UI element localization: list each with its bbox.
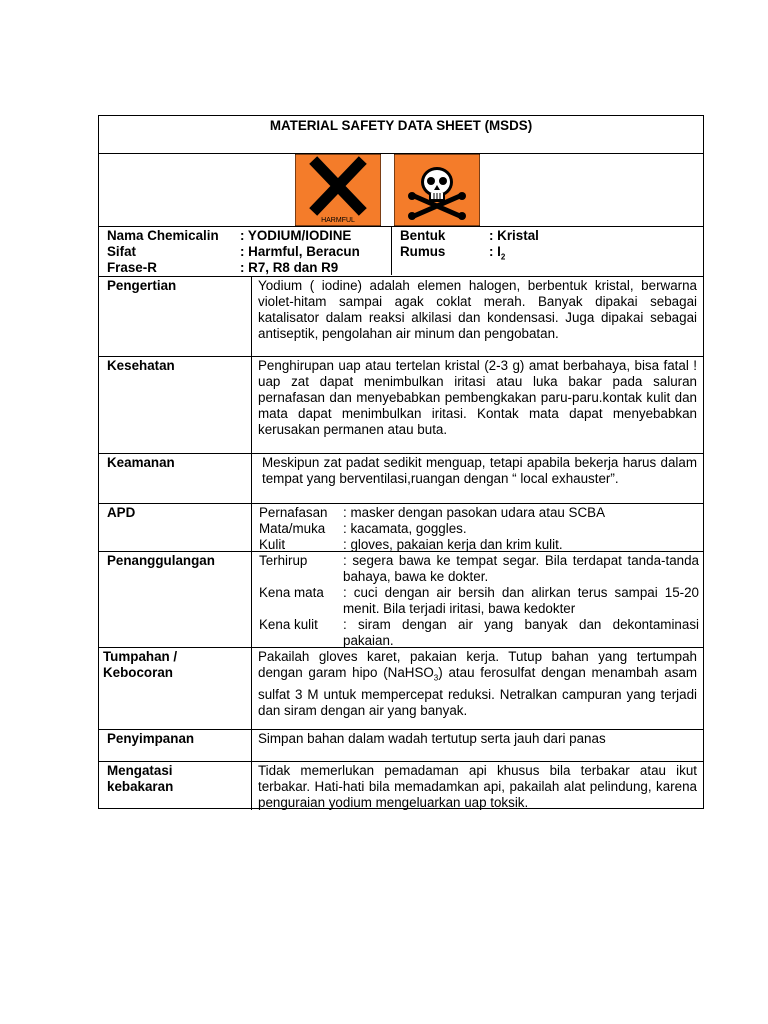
- identity-divider: [391, 227, 392, 275]
- apd-key-pernafasan: Pernafasan: [259, 505, 328, 520]
- identity-row: [99, 226, 703, 276]
- bentuk-label: Bentuk: [400, 228, 446, 243]
- apd-row: [99, 503, 703, 551]
- pengertian-text: Yodium ( iodine) adalah elemen halogen, berbentuk kristal, berwarna violet-hitam sampai agak coklat merah. Banyak dipakai sebagai katalisator dalam reaksi alkilasi dan kondensasi. Juga dipakai sebagai antiseptik, pengolahan air minum dan pengobatan.: [258, 278, 697, 341]
- kesehatan-row: [99, 356, 703, 453]
- apd-list: [259, 505, 699, 551]
- tumpahan-text: Pakailah gloves karet, pakaian kerja. Tutup bahan yang tertumpah dengan garam hipo (NaHSO$_3$) atau ferosulfat dengan menambah asam sulfat 3 M untuk mempercepat reduksi. Netralkan campuran yang terjadi dan siram dengan air yang banyak.: [258, 649, 697, 718]
- title-row: [99, 116, 703, 153]
- skull-crossbones-icon: [394, 154, 480, 226]
- kesehatan-text: Penghirupan uap atau tertelan kristal (2-3 g) amat berbahaya, bisa fatal ! uap zat dapat menimbulkan iritasi atau luka bakar pada saluran pernafasan dan menyebabkan pembengkakan paru-paru.kontak kulit dan mata dapat menimbulkan iritasi. Kontak mata dapat menyebabkan kerusakan permanen atau buta.: [258, 358, 697, 437]
- keamanan-row: [99, 453, 703, 503]
- keamanan-label: Keamanan: [99, 454, 252, 503]
- name-value: : YODIUM/IODINE: [240, 228, 352, 243]
- penanggulangan-key-terhirup: Terhirup: [259, 553, 308, 568]
- frase-value: : R7, R8 dan R9: [240, 260, 339, 275]
- keamanan-text: Meskipun zat padat sedikit menguap, tetapi apabila bekerja harus dalam tempat yang berventilasi,ruangan dengan “ local exhauster”.: [262, 455, 697, 486]
- pengertian-label: Pengertian: [99, 277, 252, 356]
- bentuk-value: : Kristal: [489, 228, 539, 243]
- tumpahan-label: Tumpahan / Kebocoran: [99, 648, 252, 729]
- name-label: Nama Chemicalin: [107, 228, 219, 243]
- frase-label: Frase-R: [107, 260, 157, 275]
- penanggulangan-row: [99, 551, 703, 647]
- penyimpanan-label: Penyimpanan: [99, 730, 252, 761]
- hazard-symbols-row: [99, 153, 703, 226]
- penanggulangan-value-kulit: : siram dengan air yang banyak dan dekontaminasi pakaian.: [343, 617, 699, 648]
- apd-value-kulit: : gloves, pakaian kerja dan krim kulit.: [343, 537, 563, 552]
- pengertian-row: [99, 276, 703, 356]
- msds-table: [98, 115, 704, 809]
- rumus-value: : $I_2$: [489, 244, 506, 262]
- harmful-label: HARMFUL: [321, 217, 355, 224]
- penanggulangan-key-mata: Kena mata: [259, 585, 324, 600]
- penanggulangan-value-terhirup: : segera bawa ke tempat segar. Bila terdapat tanda-tanda bahaya, bawa ke dokter.: [343, 553, 699, 584]
- apd-key-kulit: Kulit: [259, 537, 286, 552]
- apd-value-mata: : kacamata, goggles.: [343, 521, 467, 536]
- penanggulangan-list: [259, 553, 699, 647]
- sifat-value: : Harmful, Beracun: [240, 244, 360, 259]
- penanggulangan-key-kulit: Kena kulit: [259, 617, 318, 632]
- apd-key-mata: Mata/muka: [259, 521, 326, 536]
- page-title: MATERIAL SAFETY DATA SHEET (MSDS): [269, 118, 533, 133]
- mengatasi-label: Mengatasi kebakaran: [99, 762, 252, 810]
- mengatasi-row: [99, 761, 703, 810]
- penanggulangan-value-mata: : cuci dengan air bersih dan alirkan terus sampai 15-20 menit. Bila terjadi iritasi, bawa kedokter: [343, 585, 699, 616]
- tumpahan-row: [99, 647, 703, 729]
- penyimpanan-row: [99, 729, 703, 761]
- rumus-label: Rumus: [400, 244, 446, 259]
- mengatasi-text: Tidak memerlukan pemadaman api khusus bila terbakar atau ikut terbakar. Hati-hati bila memadamkan api, pakailah alat pelindung, karena penguraian yodium mengeluarkan uap toksik.: [258, 763, 697, 810]
- kesehatan-label: Kesehatan: [99, 357, 252, 453]
- penyimpanan-text: Simpan bahan dalam wadah tertutup serta jauh dari panas: [258, 731, 606, 746]
- penanggulangan-label: Penanggulangan: [99, 552, 252, 647]
- sifat-label: Sifat: [107, 244, 137, 259]
- apd-value-pernafasan: : masker dengan pasokan udara atau SCBA: [343, 505, 606, 520]
- harmful-x-icon: [295, 154, 381, 226]
- apd-label: APD: [99, 504, 252, 551]
